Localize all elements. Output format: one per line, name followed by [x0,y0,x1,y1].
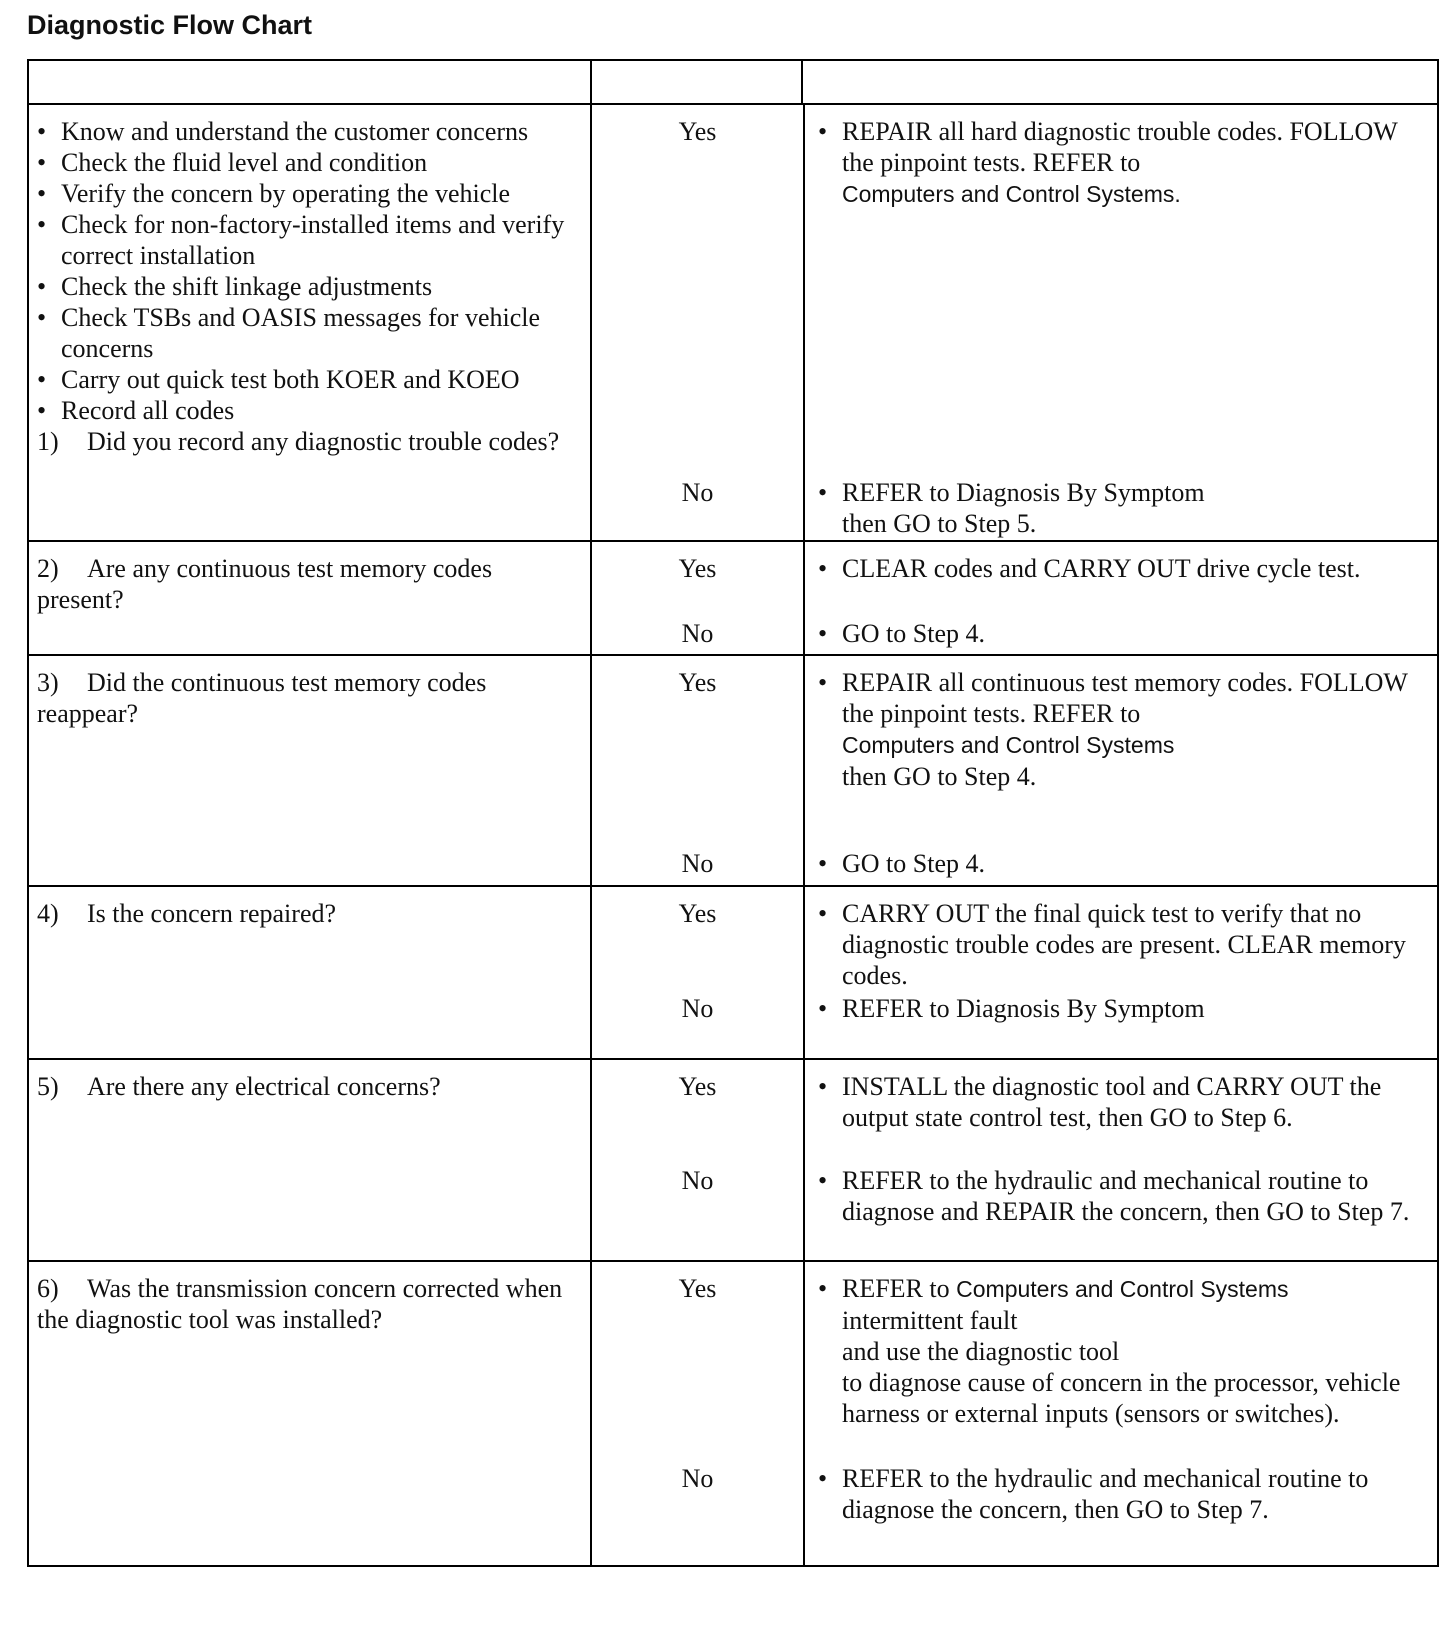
step-4-no: No [681,994,714,1023]
step-1-no-action: • REFER to Diagnosis By Symptom then GO to Step 5. [803,477,1437,540]
step-2-no-action: • GO to Step 4. [803,614,1437,654]
step-5-yes-action: • INSTALL the diagnostic tool and CARRY OUT the output state control test, then GO to Step 6. [803,1060,1437,1161]
header-action [802,60,1438,104]
step-6-no: No [681,1464,714,1493]
header-result [591,60,802,104]
step-row-3 [28,655,1438,886]
step-4-yes: Yes [678,899,717,928]
check-item: • Know and understand the customer concerns [37,117,529,146]
step-1-yes: Yes [678,117,717,146]
step-4-question-cell [28,886,591,1059]
step-1-no: No [681,478,714,507]
step-2-no: No [681,619,714,648]
step-1-question-cell [28,104,591,541]
step-5-question-cell [28,1059,591,1261]
step-6-no-action: • REFER to the hydraulic and mechanical routine to diagnose the concern, then GO to Step 7. [803,1459,1437,1565]
step-1-yes-action: • REPAIR all hard diagnostic trouble codes. FOLLOW the pinpoint tests. REFER to Computers and Control Systems. [803,105,1437,477]
step-5-yes: Yes [678,1072,717,1101]
step-4-yes-action: • CARRY OUT the final quick test to verify that no diagnostic trouble codes are present. CLEAR memory codes. [803,887,1437,989]
step-3-no: No [681,849,714,878]
check-item: • Record all codes [37,396,235,425]
step-2-question: 2) Are any continuous test memory codes present? [37,554,493,614]
step-4-no-action: • REFER to Diagnosis By Symptom [803,989,1437,1058]
diagnostic-flow-table [27,59,1439,1567]
step-6-question: 6) Was the transmission concern corrected when the diagnostic tool was installed? [37,1274,563,1334]
step-2-question-cell [28,541,591,655]
step-3-question-cell [28,655,591,886]
step-6-question-cell [28,1261,591,1566]
header-test-step [28,60,591,104]
step-5-no-action: • REFER to the hydraulic and mechanical routine to diagnose and REPAIR the concern, then GO to Step 7. [803,1161,1437,1260]
step-2-yes-action: • CLEAR codes and CARRY OUT drive cycle test. [803,542,1437,614]
check-item: • Check for non-factory-installed items and verify correct installation [37,210,565,270]
step-5-question: 5) Are there any electrical concerns? [37,1072,441,1101]
step-4-question: 4) Is the concern repaired? [37,899,337,928]
step-2-yes: Yes [678,554,717,583]
step-row-5 [28,1059,1438,1261]
step-3-no-action: • GO to Step 4. [803,844,1437,885]
step-5-no: No [681,1166,714,1195]
step-3-yes-action: • REPAIR all continuous test memory codes. FOLLOW the pinpoint tests. REFER to Computers and Control Systems then GO to Step 4. [803,656,1437,844]
step-row-6 [28,1261,1438,1566]
step-6-yes-action: • REFER to Computers and Control Systems intermittent fault and use the diagnostic tool to diagnose cause of concern in the processor, vehicle harness or external inputs (sensors or switches). [803,1262,1437,1459]
check-item: • Check the fluid level and condition [37,148,428,177]
table-header-row [28,60,1438,104]
page-title: Diagnostic Flow Chart [27,10,313,40]
check-item: • Check the shift linkage adjustments [37,272,433,301]
step-3-yes: Yes [678,668,717,697]
step-3-question: 3) Did the continuous test memory codes reappear? [37,668,487,728]
step-1-question: 1) Did you record any diagnostic trouble codes? [37,427,560,456]
step-6-yes: Yes [678,1274,717,1303]
check-item: • Carry out quick test both KOER and KOEO [37,365,520,394]
step-row-2 [28,541,1438,655]
check-item: • Check TSBs and OASIS messages for vehicle concerns [37,303,541,363]
check-item: • Verify the concern by operating the vehicle [37,179,511,208]
step-row-1 [28,104,1438,541]
step-row-4 [28,886,1438,1059]
